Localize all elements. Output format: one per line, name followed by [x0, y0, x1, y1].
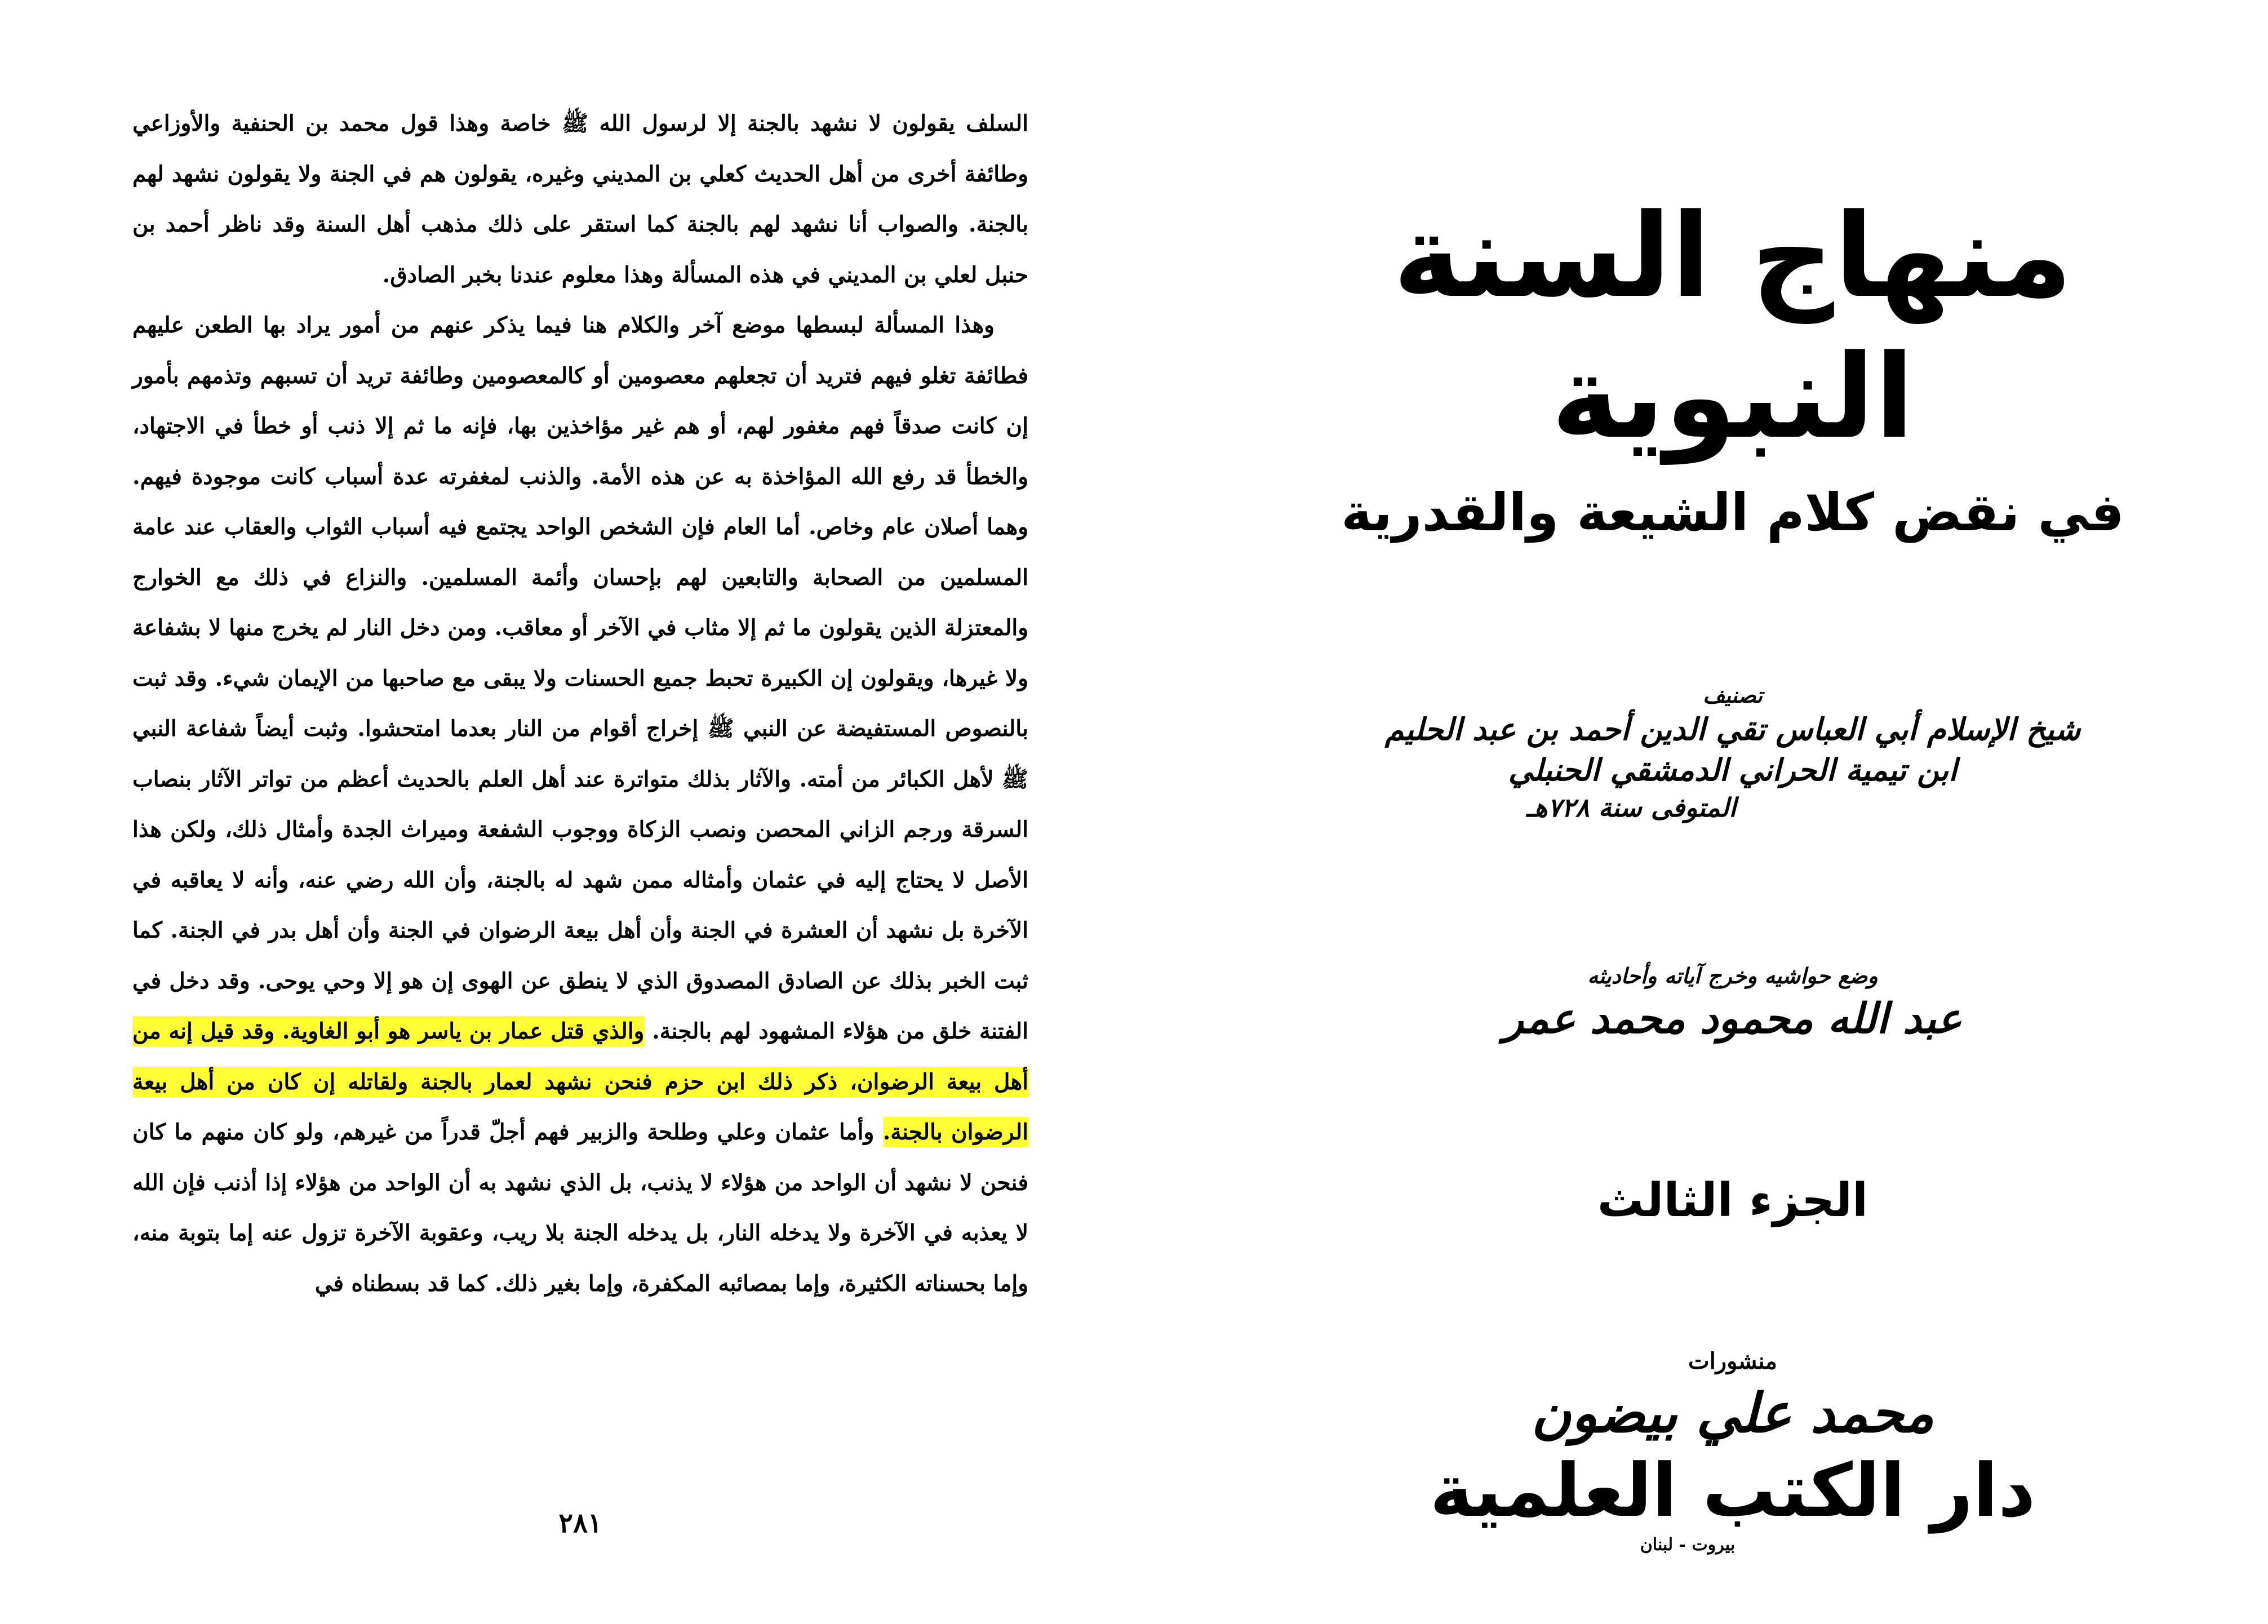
paragraph-1-text: السلف يقولون لا نشهد بالجنة إلا لرسول الله ﷺ خاصة وهذا قول محمد بن الحنفية والأوزاعي وطائفة أخرى من أهل الحديث كعلي بن المديني وغيره، يقولون هم في الجنة ولا يقولون نشهد لهم بالجنة. والصواب أنا نشهد لهم بالجنة كما استقر على ذلك مذهب أهل السنة وقد ناظر أحمد بن حنبل لعلي بن المديني في هذه المسألة وهذا معلوم عندنا بخبر الصادق. [132, 110, 1028, 288]
paragraph-1 [132, 99, 1028, 300]
book-title: منهاج السنة النبوية [1393, 189, 2072, 464]
highlighted-passage: والذي قتل عمار بن ياسر هو أبو الغاوية. وقد قيل إنه من أهل بيعة الرضوان، ذكر ذلك ابن حزم فنحن نشهد لعمار بالجنة ولقاتله إن كان من أهل بيعة الرضوان بالجنة. [132, 1016, 1028, 1147]
page-number: ٢٨١ [558, 1507, 602, 1539]
body-text [132, 99, 1028, 1309]
paragraph-2 [132, 300, 1028, 1309]
author-death-date: المتوفى سنة ٧٢٨هـ [1526, 792, 1737, 823]
publisher-label: منشورات [1688, 1348, 1777, 1374]
author-name-line-2: ابن تيمية الحراني الدمشقي الحنبلي [1508, 752, 1958, 788]
author-name-line-1: شيخ الإسلام أبي العباس تقي الدين أحمد بن عبد الحليم [1384, 711, 2081, 747]
editor-block [1324, 960, 2141, 1046]
title-page [1324, 186, 2141, 1567]
author-block [1324, 682, 2141, 825]
publishing-house: دار الكتب العلمية [1430, 1448, 2036, 1533]
book-subtitle: في نقض كلام الشيعة والقدرية [1341, 482, 2124, 543]
publisher-city: بيروت - لبنان [1640, 1535, 1736, 1555]
paragraph-2-text-a: وهذا المسألة لبسطها موضع آخر والكلام هنا فيما يذكر عنهم من أمور يراد بها الطعن عليهم فطائفة تغلو فيهم فتريد أن تجعلهم معصومين أو كالمعصومين وطائفة تريد أن تسبهم وتذمهم بأمور إن كانت صدقاً فهم مغفور لهم، أو هم غير مؤاخذين بها، فإنه ما ثم إلا ذنب أو خطأ في الاجتهاد، والخطأ قد رفع الله المؤاخذة به عن هذه الأمة. والذنب لمغفرته عدة أسباب كانت موجودة فيهم. وهما أصلان عام وخاص. أما العام فإن الشخص الواحد يجتمع فيه أسباب الثواب والعقاب عند عامة المسلمين من الصحابة والتابعين لهم بإحسان وأئمة المسلمين. والنزاع في ذلك مع الخوارج والمعتزلة الذين يقولون ما ثم إلا مثاب في الآخر أو معاقب. ومن دخل النار لم يخرج منها لا بشفاعة ولا غيرها، ويقولون إن الكبيرة تحبط جميع الحسنات ولا يبقى مع صاحبها من الإيمان شيء. وقد ثبت بالنصوص المستفيضة عن النبي ﷺ إخراج أقوام من النار بعدما امتحشوا. وثبت أيضاً شفاعة النبي ﷺ لأهل الكبائر من أمته. والآثار بذلك متواترة عند أهل العلم بالحديث أعظم من تواتر الآثار بنصاب السرقة ورجم الزاني المحصن ونصب الزكاة ووجوب الشفعة وميراث الجدة وأمثال ذلك، ولكن هذا الأصل لا يحتاج إليه في عثمان وأمثاله ممن شهد له بالجنة، وأن الله رضي عنه، وأنه لا يعاقبه في الآخرة بل نشهد أن العشرة في الجنة وأن أهل بيعة الرضوان في الجنة وأن أهل بدر في الجنة. كما ثبت الخبر بذلك عن الصادق المصدوق الذي لا ينطق عن الهوى إن هو إلا وحي يوحى. وقد دخل في الفتنة خلق من هؤلاء المشهود لهم بالجنة. [132, 312, 1028, 1044]
editor-credit: وضع حواشيه وخرج آياته وأحاديثه [1587, 963, 1878, 988]
author-label: تصنيف [1703, 682, 1763, 708]
publisher-name: محمد علي بيضون [1531, 1381, 1934, 1445]
publisher-block [1324, 1345, 2141, 1558]
text-page [132, 99, 1028, 1564]
editor-name: عبد الله محمود محمد عمر [1503, 995, 1962, 1043]
paragraph-2-text-b: وأما عثمان وعلي وطلحة والزبير فهم أجلّ قدراً من غيرهم، ولو كان منهم ما كان فنحن لا نشهد أن الواحد من هؤلاء لا يذنب، بل الذي نشهد به أن الواحد من هؤلاء إذا أذنب فإن الله لا يعذبه في الآخرة ولا يدخله النار، بل يدخله الجنة بلا ريب، وعقوبة الآخرة تزول عنه إما بتوبة منه، وإما بحسناته الكثيرة، وإما بمصائبه المكفرة، وإما بغير ذلك. كما قد بسطناه في [132, 1119, 1028, 1297]
volume-label: الجزء الثالث [1597, 1174, 1868, 1227]
